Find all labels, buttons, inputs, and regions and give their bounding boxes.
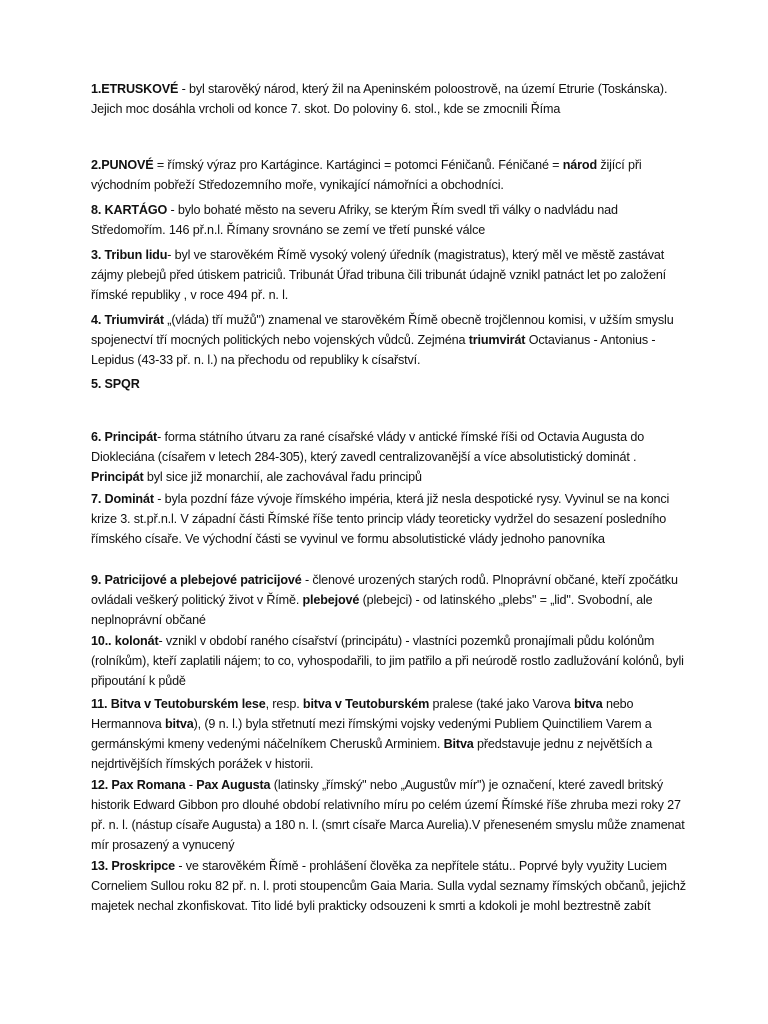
text-run: byl sice již monarchií, ale zachovával řadu principů [143,470,422,484]
paragraph-pax-romana [91,775,691,855]
bold-text-run: 12. Pax Romana [91,778,186,792]
paragraph-etruskove [91,79,691,119]
text-run: - bylo bohaté město na severu Afriky, se kterým Řím svedl tři války o nadvládu nad Středomořím. 146 př.n.l. Římany srovnáno se zemí ve třetí punské válce [91,203,618,237]
text-run: pralese (také jako Varova [429,697,574,711]
text-run: „(vláda) tří mužů") znamenal ve starověkém Římě obecně trojčlennou komisi, v užším smyslu spojenectví tří mocných politických nebo vojenských vůdců. Zejména [91,313,674,347]
bold-text-run: bitva v Teutoburském [302,697,430,711]
paragraph-spqr [91,374,691,394]
paragraph-triumvirat [91,310,691,370]
bold-text-run: 3. Tribun lidu [91,248,168,262]
text-run: - byl starověký národ, který žil na Apeninském poloostrově, na území Etrurie (Toskánska). Jejich moc dosáhla vrcholi od konce 7. skot. Do poloviny 6. stol., kde se zmocnili Říma [91,82,668,116]
text-run: - byla pozdní fáze vývoje římského impéria, která již nesla despotické rysy. Vyvinul se na konci krize 3. st.př.n.l. V západní části Římské říše tento princip vlády teoreticky vydržel do sesazení posledního římského císaře. Ve východní části se vyvinul ve formu absolutistické vlády jednoho panovníka [91,492,670,546]
text-run: nebo Hermannova [91,697,634,731]
bold-text-run: 1.ETRUSKOVÉ [91,82,179,96]
text-run: Octavianus - Antonius - Lepidus (43-33 př. n. l.) na přechodu od republiky k císařství. [91,333,656,367]
bold-text-run: Principát [91,470,144,484]
text-run: ), (9 n. l.) byla střetnutí mezi římskými vojsky vedenými Publiem Quinctiliem Varem a germánskými kmeny vedenými náčelníkem Cherusků Arminiem. [91,717,652,751]
bold-text-run: 11. Bitva v Teutoburském lese [91,697,266,711]
bold-text-run: 5. SPQR [91,377,140,391]
paragraph-proskripce [91,856,691,916]
paragraph-principat [91,427,691,487]
text-run: (latinsky „římský" nebo „Augustův mír") je označení, které zavedl britský historik Edward Gibbon pro dlouhé období relativního míru po celém území Římské říše zhruba mezi roky 27 př. n. l. (nástup císaře Augusta) a 180 n. l. (smrt císaře Marca Aurelia).V přeneseném smyslu může znamenat mír prosazený a vynucený [91,778,685,852]
text-run: - vznikl v období raného císařství (principátu) - vlastníci pozemků pronajímali půdu kolónům (rolníkům), kteří zaplatili nájem; to co, vyhospodařili, to jim patřilo a při neúrodě rostlo zadlužování kolónů, byli připoutání k půdě [91,634,684,688]
paragraph-tribun-lidu [91,245,691,305]
text-run: , resp. [265,697,303,711]
paragraph-punove [91,155,691,195]
bold-text-run: 8. KARTÁGO [91,203,168,217]
bold-text-run: 4. Triumvirát [91,313,164,327]
bold-text-run: bitva [573,697,603,711]
text-run: - forma státního útvaru za rané císařské vlády v antické římské říši od Octavia Augusta do Diokleciána (císařem v letech 284-305), který zavedl centralizovanější a více absolutistický dominát . [91,430,645,464]
text-run: - byl ve starověkém Římě vysoký volený úředník (magistratus), který měl ve městě zastávat zájmy plebejů před útiskem patriciů. Tribunát Úřad tribuna čili tribunát údajně vznikl patnáct let po založení římské republiky , v roce 494 př. n. l. [91,248,667,302]
bold-text-run: plebejové [302,593,360,607]
text-run: žijící při východním pobřeží Středozemního moře, vynikající námořníci a obchodníci. [91,158,642,192]
text-run: - členové urozených starých rodů. Plnoprávní občané, kteří zpočátku ovládali veškerý politický život v Římě. [91,573,678,607]
bold-text-run: 13. Proskripce [91,859,176,873]
text-run: (plebejci) - od latinského „plebs" = „lid". Svobodní, ale neplnoprávní občané [91,593,653,627]
bold-text-run: triumvirát [468,333,526,347]
paragraph-patricijove-plebejove [91,570,691,630]
bold-text-run: národ [562,158,597,172]
paragraph-bitva-teutoburg [91,694,691,774]
paragraph-dominat [91,489,691,549]
bold-text-run: 7. Dominát [91,492,154,506]
text-run: představuje jednu z největších a nejdrtivějších římských porážek v historii. [91,737,653,771]
bold-text-run: bitva [164,717,194,731]
bold-text-run: Pax Augusta [196,778,271,792]
bold-text-run: 10.. kolonát [91,634,159,648]
bold-text-run: 6. Principát [91,430,158,444]
bold-text-run: Bitva [443,737,474,751]
text-run: = římský výraz pro Kartágince. Kartáginci = potomci Féničanů. Féničané = [153,158,563,172]
text-run: - [185,778,197,792]
paragraph-kolonat [91,631,691,691]
bold-text-run: 2.PUNOVÉ [91,158,154,172]
text-run: - ve starověkém Římě - prohlášení člověka za nepřítele státu.. Poprvé byly využity Luciem Corneliem Sullou roku 82 př. n. l. proti stoupencům Gaia Maria. Sulla vydal seznamy římských občanů, jejichž majetek nechal zkonfiskovat. Tito lidé byli prakticky odsouzeni k smrti a kdokoli je mohl beztrestně zabít [91,859,686,913]
bold-text-run: 9. Patricijové a plebejové patricijové [91,573,302,587]
paragraph-kartago [91,200,691,240]
